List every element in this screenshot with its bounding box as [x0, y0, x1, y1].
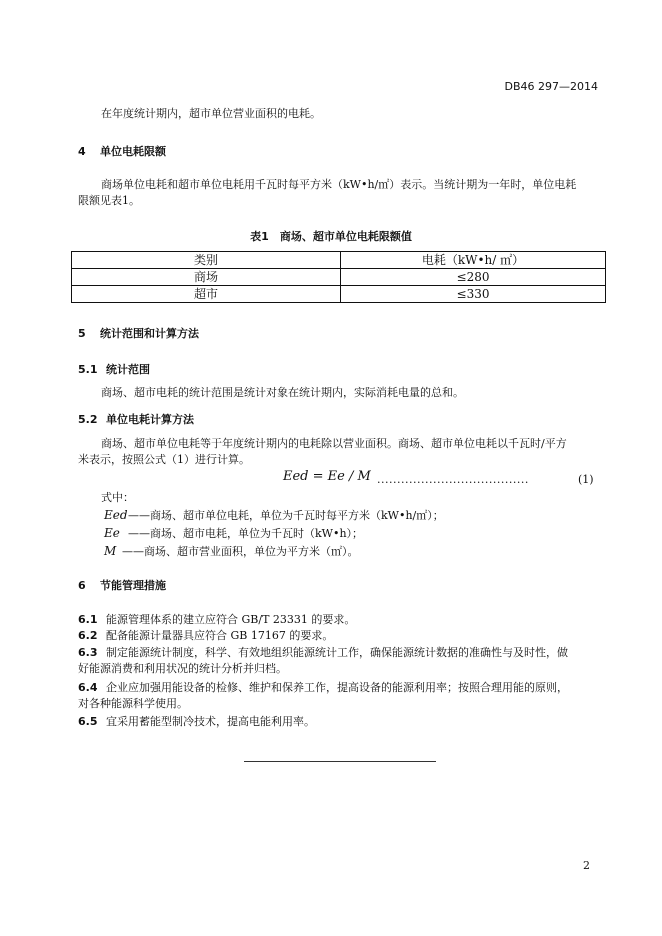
- section-title: 统计范围和计算方法: [100, 327, 199, 340]
- table-header-cell: 类别: [72, 252, 341, 269]
- list-item: [78, 680, 568, 696]
- table-row: [72, 269, 606, 286]
- section-5-heading: [78, 325, 199, 341]
- section-title: 节能管理措施: [100, 579, 166, 592]
- section-5-1-text: 商场、超市电耗的统计范围是统计对象在统计期内，实际消耗电量的总和。: [101, 386, 464, 399]
- list-item-continued: 好能源消费和利用状况的统计分析并归档。: [78, 662, 287, 675]
- table-header-cell: 电耗（kW•h/ ㎡）: [341, 252, 606, 269]
- table-row: [72, 286, 606, 303]
- section-5-2-line1: 商场、超市单位电耗等于年度统计期内的电耗除以营业面积。商场、超市单位电耗以千瓦时/平方: [101, 437, 567, 450]
- variable-description: ——商场、超市电耗，单位为千瓦时（kW•h）；: [128, 527, 364, 540]
- variable-symbol: Ee: [104, 526, 120, 540]
- section-title: 单位电耗计算方法: [106, 413, 194, 426]
- item-text: 配备能源计量器具应符合 GB 17167 的要求。: [106, 629, 334, 642]
- formula: Eed = Ee / M: [283, 469, 371, 484]
- item-number: 6.2: [78, 629, 98, 642]
- variable-symbol: Eed: [104, 508, 128, 522]
- table-cell: ≤330: [341, 286, 606, 303]
- page-number: 2: [583, 859, 590, 872]
- list-item: [78, 612, 355, 628]
- list-item-continued: 对各种能源科学使用。: [78, 697, 188, 710]
- item-number: 6.3: [78, 646, 98, 659]
- item-text: 企业应加强用能设备的检修、维护和保养工作，提高设备的能源利用率；按照合理用能的原则，: [106, 681, 568, 694]
- item-number: 6.1: [78, 613, 98, 626]
- table-caption: 表1 商场、超市单位电耗限额值: [250, 230, 412, 243]
- section-number: 5.1: [78, 363, 98, 376]
- section-5-2-line2: 米表示，按照公式（1）进行计算。: [78, 453, 250, 466]
- section-5-2-heading: [78, 411, 194, 427]
- variable-symbol: M: [104, 544, 117, 558]
- table-cell: ≤280: [341, 269, 606, 286]
- variable-row: [104, 525, 363, 542]
- section-number: 5: [78, 327, 86, 340]
- table-cell: 超市: [72, 286, 341, 303]
- section-4-para-line1: 商场单位电耗和超市单位电耗用千瓦时每平方米（kW•h/㎡）表示。当统计期为一年时，单位电耗: [101, 178, 577, 191]
- formula-number: (1): [578, 473, 594, 486]
- end-rule: [244, 761, 436, 762]
- section-4-heading: [78, 143, 166, 159]
- item-text: 制定能源统计制度，科学、有效地组织能源统计工作，确保能源统计数据的准确性与及时性，做: [106, 646, 568, 659]
- section-6-heading: [78, 577, 166, 593]
- table-header-row: [72, 252, 606, 269]
- limit-table: [71, 251, 606, 303]
- section-number: 6: [78, 579, 86, 592]
- section-title: 单位电耗限额: [100, 145, 166, 158]
- item-text: 宜采用蓄能型制冷技术，提高电能利用率。: [106, 715, 315, 728]
- item-number: 6.4: [78, 681, 98, 694]
- list-item: [78, 645, 568, 661]
- doc-id: DB46 297—2014: [504, 80, 598, 93]
- table-cell: 商场: [72, 269, 341, 286]
- section-number: 4: [78, 145, 86, 158]
- variable-row: [104, 543, 359, 560]
- formula-dots: ......................................: [377, 473, 529, 486]
- list-item: [78, 628, 333, 644]
- intro-line: 在年度统计期内，超市单位营业面积的电耗。: [101, 107, 321, 120]
- variable-row: [104, 507, 444, 524]
- variable-description: ——商场、超市营业面积，单位为平方米（㎡）。: [122, 545, 359, 558]
- section-5-1-heading: [78, 361, 150, 377]
- variable-description: ——商场、超市单位电耗，单位为千瓦时每平方米（kW•h/㎡）；: [128, 509, 444, 522]
- section-4-para-line2: 限额见表1。: [78, 194, 140, 207]
- list-item: [78, 714, 315, 730]
- where-label: 式中：: [101, 491, 134, 504]
- section-title: 统计范围: [106, 363, 150, 376]
- item-number: 6.5: [78, 715, 98, 728]
- section-number: 5.2: [78, 413, 98, 426]
- item-text: 能源管理体系的建立应符合 GB/T 23331 的要求。: [106, 613, 356, 626]
